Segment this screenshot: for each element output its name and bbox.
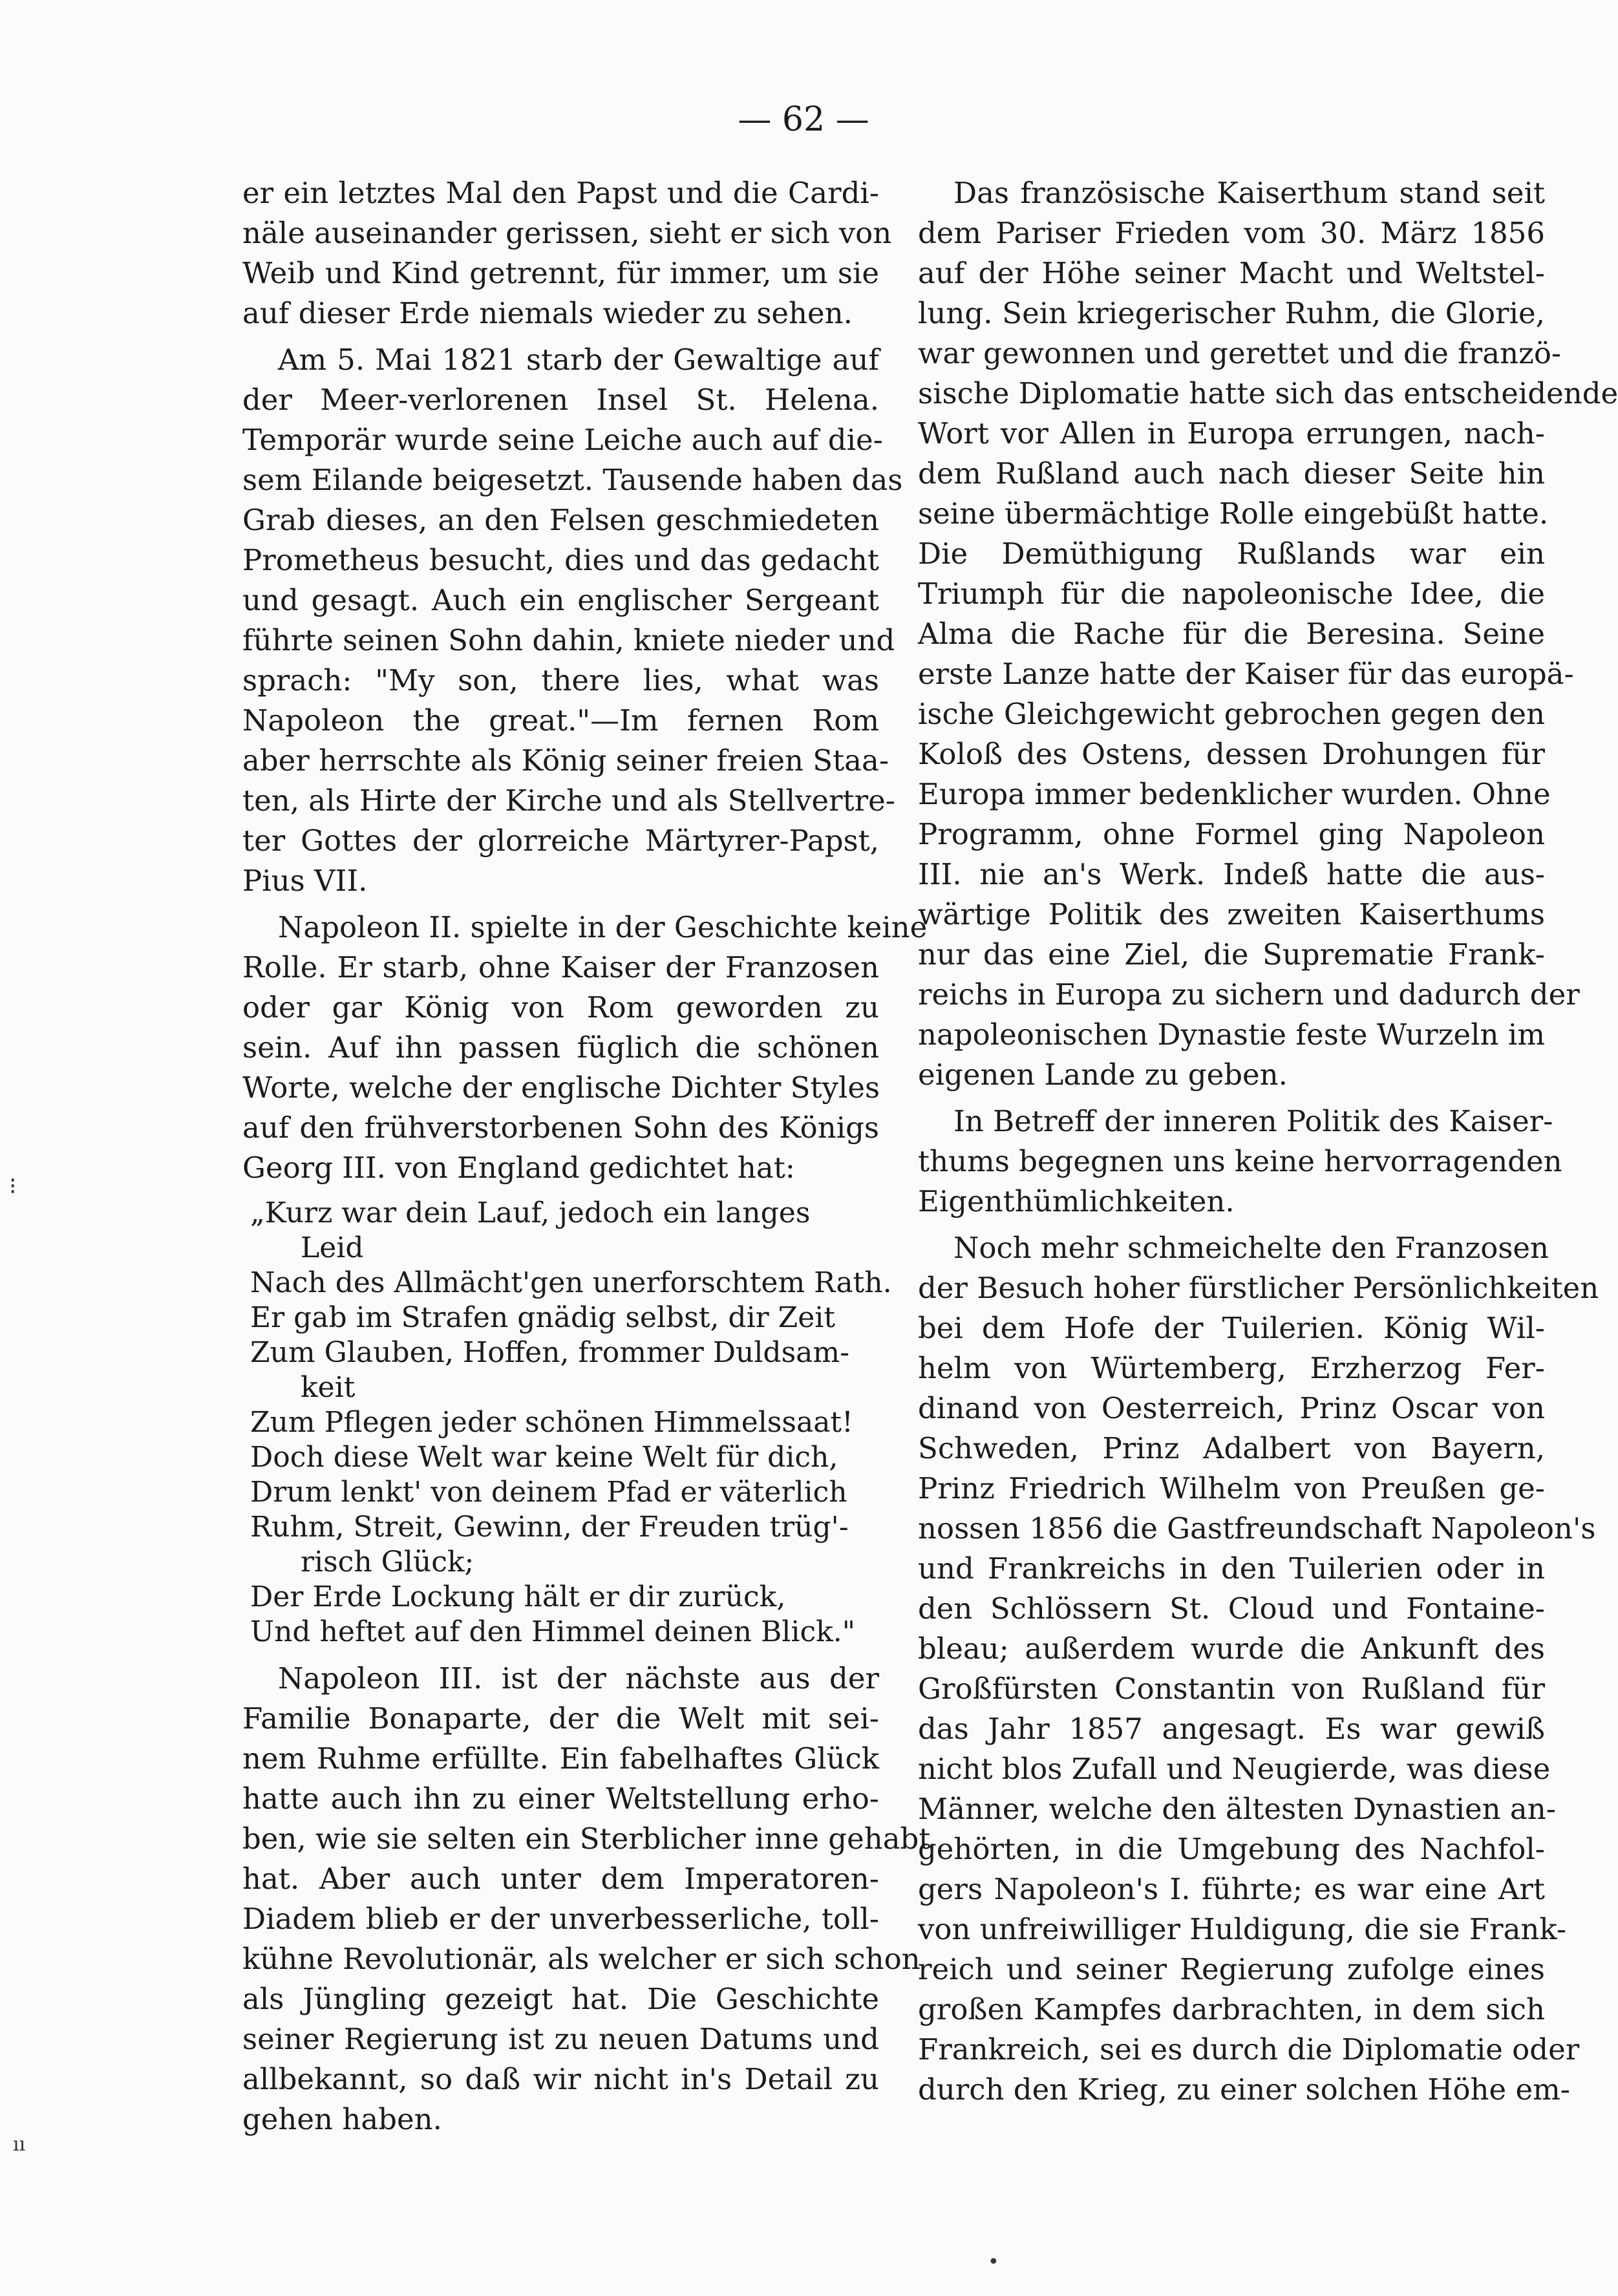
text-line: auf dieser Erde niemals wieder zu sehen. <box>242 296 853 330</box>
text-line: dem Rußland auch nach dieser Seite hin <box>918 456 1545 491</box>
text-line: oder gar König von Rom geworden zu <box>242 990 879 1025</box>
text-line: als Jüngling gezeigt hat. Die Geschichte <box>242 1982 879 2016</box>
text-line: nossen 1856 die Gastfreundschaft Napoleon's <box>918 1511 1596 1546</box>
page-number: — 62 — <box>738 100 869 139</box>
text-line: erste Lanze hatte der Kaiser für das europä- <box>918 657 1574 691</box>
text-line: Die Demüthigung Rußlands war ein <box>918 537 1545 571</box>
text-line: hatte auch ihn zu einer Weltstellung erho- <box>242 1781 879 1816</box>
text-line: reichs in Europa zu sichern und dadurch der <box>918 977 1580 1012</box>
text-line: und gesagt. Auch ein englischer Sergeant <box>242 583 879 617</box>
paragraph <box>918 1228 1599 2110</box>
text-line: von unfreiwilliger Huldigung, die sie Frank- <box>918 1912 1567 1946</box>
text-line: Wort vor Allen in Europa errungen, nach- <box>918 416 1545 451</box>
text-line: großen Kampfes darbrachten, in dem sich <box>918 1992 1545 2026</box>
paragraph <box>242 173 892 334</box>
text-line: auf der Höhe seiner Macht und Weltstel- <box>918 256 1545 290</box>
paragraph <box>242 908 928 1188</box>
text-line: dinand von Oesterreich, Prinz Oscar von <box>918 1391 1545 1425</box>
text-line: seine übermächtige Rolle eingebüßt hatte. <box>918 496 1549 531</box>
text-line: Triumph für die napoleonische Idee, die <box>918 577 1545 611</box>
text-line: nicht blos Zufall und Neugierde, was diese <box>918 1752 1551 1786</box>
text-line: gers Napoleon's I. führte; es war eine Art <box>918 1872 1545 1906</box>
text-line: ische Gleichgewicht gebrochen gegen den <box>918 697 1545 731</box>
paragraph <box>242 1659 931 2140</box>
poem-line: risch Glück; <box>301 1546 474 1578</box>
right-column <box>918 173 1618 2110</box>
text-line: Schweden, Prinz Adalbert von Bayern, <box>918 1431 1545 1465</box>
text-line: Am 5. Mai 1821 starb der Gewaltige auf <box>278 343 879 377</box>
text-line: der Meer-verlorenen Insel St. Helena. <box>242 383 879 417</box>
text-line: den Schlössern St. Cloud und Fontaine- <box>918 1591 1545 1626</box>
text-line: Pius VII. <box>242 864 368 898</box>
poem-line: Doch diese Welt war keine Welt für dich, <box>250 1441 838 1474</box>
text-line: seiner Regierung ist zu neuen Datums und <box>242 2022 879 2056</box>
paragraph <box>918 1101 1562 1222</box>
text-line: sische Diplomatie hatte sich das entscheidende <box>918 376 1618 410</box>
text-line: Weib und Kind getrennt, für immer, um sie <box>242 256 879 290</box>
text-line: näle auseinander gerissen, sieht er sich von <box>242 216 892 250</box>
text-line: Temporär wurde seine Leiche auch auf die- <box>242 423 883 457</box>
margin-mark-lower: ıı <box>13 2133 26 2156</box>
poem-line: Der Erde Lockung hält er dir zurück, <box>250 1580 786 1613</box>
poem-line: Er gab im Strafen gnädig selbst, dir Zeit <box>250 1301 836 1334</box>
text-line: er ein letztes Mal den Papst und die Cardi- <box>242 176 879 210</box>
poem-line: Und heftet auf den Himmel deinen Blick." <box>250 1615 855 1648</box>
text-line: durch den Krieg, zu einer solchen Höhe em- <box>918 2072 1570 2107</box>
text-line: Rolle. Er starb, ohne Kaiser der Franzosen <box>242 950 879 984</box>
text-line: gehörten, in die Umgebung des Nachfol- <box>918 1832 1545 1866</box>
text-line: helm von Würtemberg, Erzherzog Fer- <box>918 1351 1545 1385</box>
text-line: Grab dieses, an den Felsen geschmiedeten <box>242 503 879 537</box>
text-line: eigenen Lande zu geben. <box>918 1058 1288 1092</box>
text-line: ten, als Hirte der Kirche und als Stellvertre- <box>242 783 895 818</box>
text-line: Napoleon II. spielte in der Geschichte keine <box>278 910 928 944</box>
left-column <box>242 173 931 2140</box>
poem-line: Zum Glauben, Hoffen, frommer Duldsam- <box>250 1336 849 1369</box>
text-line: auf den frühverstorbenen Sohn des Königs <box>242 1111 879 1145</box>
text-line: thums begegnen uns keine hervorragenden <box>918 1144 1562 1178</box>
text-line: Worte, welche der englische Dichter Styles <box>242 1070 880 1105</box>
text-line: Programm, ohne Formel ging Napoleon <box>918 817 1545 851</box>
text-line: aber herrschte als König seiner freien Staa- <box>242 743 889 778</box>
text-line: Koloß des Ostens, dessen Drohungen für <box>918 737 1545 771</box>
text-line: Noch mehr schmeichelte den Franzosen <box>953 1231 1549 1265</box>
text-line: wärtige Politik des zweiten Kaiserthums <box>918 897 1545 931</box>
text-line: Männer, welche den ältesten Dynastien an- <box>918 1792 1556 1826</box>
text-line: lung. Sein kriegerischer Ruhm, die Glorie, <box>918 296 1545 330</box>
poem-line: Ruhm, Streit, Gewinn, der Freuden trüg'- <box>250 1511 849 1544</box>
text-line: sprach: "My son, there lies, what was <box>242 663 879 697</box>
text-line: Europa immer bedenklicher wurden. Ohne <box>918 777 1551 811</box>
text-line: nem Ruhme erfüllte. Ein fabelhaftes Glück <box>242 1741 879 1776</box>
text-line: In Betreff der inneren Politik des Kaiser- <box>953 1104 1553 1138</box>
text-line: reich und seiner Regierung zufolge eines <box>918 1952 1545 1986</box>
text-line: dem Pariser Frieden vom 30. März 1856 <box>918 216 1545 250</box>
text-line: Familie Bonaparte, der die Welt mit sei- <box>242 1701 879 1736</box>
poem-line: Leid <box>301 1231 364 1264</box>
text-line: war gewonnen und gerettet und die franzö- <box>918 336 1562 370</box>
text-line: napoleonischen Dynastie feste Wurzeln im <box>918 1017 1545 1052</box>
text-line: ben, wie sie selten ein Sterblicher inne gehabt <box>242 1822 931 1856</box>
poem-line: Nach des Allmächt'gen unerforschtem Rath. <box>250 1266 892 1299</box>
text-line: bleau; außerdem wurde die Ankunft des <box>918 1632 1545 1666</box>
text-line: der Besuch hoher fürstlicher Persönlichkeiten <box>918 1271 1599 1305</box>
text-line: III. nie an's Werk. Indeß hatte die aus- <box>918 857 1545 891</box>
text-line: Großfürsten Constantin von Rußland für <box>918 1672 1545 1706</box>
text-line: gehen haben. <box>242 2102 442 2136</box>
text-line: das Jahr 1857 angesagt. Es war gewiß <box>918 1712 1545 1746</box>
text-line: nur das eine Ziel, die Suprematie Frank- <box>918 937 1545 972</box>
poem-line: Drum lenkt' von deinem Pfad er väterlich <box>250 1476 847 1509</box>
paragraph <box>242 340 903 901</box>
margin-mark-upper: ⁝ <box>9 1173 17 1200</box>
margin-dot: • <box>988 2251 999 2273</box>
text-line: Das französische Kaiserthum stand seit <box>953 176 1545 210</box>
poem-line: Zum Pflegen jeder schönen Himmelssaat! <box>250 1406 853 1439</box>
text-line: Prometheus besucht, dies und das gedacht <box>242 543 879 577</box>
text-line: bei dem Hofe der Tuilerien. König Wil- <box>918 1311 1545 1345</box>
text-line: sem Eilande beigesetzt. Tausende haben das <box>242 463 903 497</box>
text-line: Prinz Friedrich Wilhelm von Preußen ge- <box>918 1471 1545 1505</box>
text-line: sein. Auf ihn passen füglich die schönen <box>242 1030 879 1065</box>
text-line: und Frankreichs in den Tuilerien oder in <box>918 1551 1545 1586</box>
text-line: hat. Aber auch unter dem Imperatoren- <box>242 1862 879 1896</box>
text-line: Georg III. von England gedichtet hat: <box>242 1151 795 1185</box>
text-line: Alma die Rache für die Beresina. Seine <box>918 617 1545 651</box>
text-line: Frankreich, sei es durch die Diplomatie oder <box>918 2032 1580 2067</box>
text-line: Eigenthümlichkeiten. <box>918 1184 1235 1218</box>
text-line: kühne Revolutionär, als welcher er sich schon <box>242 1942 921 1976</box>
text-line: allbekannt, so daß wir nicht in's Detail zu <box>242 2062 879 2096</box>
text-line: Diadem blieb er der unverbesserliche, toll- <box>242 1902 879 1936</box>
text-line: führte seinen Sohn dahin, kniete nieder und <box>242 623 895 657</box>
poem <box>242 1196 892 1650</box>
poem-line: „Kurz war dein Lauf, jedoch ein langes <box>250 1196 811 1229</box>
paragraph <box>918 173 1618 1095</box>
poem-line: keit <box>301 1371 356 1404</box>
text-line: ter Gottes der glorreiche Märtyrer-Papst, <box>242 824 879 858</box>
text-line: Napoleon III. ist der nächste aus der <box>278 1661 879 1695</box>
text-line: Napoleon the great."—Im fernen Rom <box>242 703 879 738</box>
